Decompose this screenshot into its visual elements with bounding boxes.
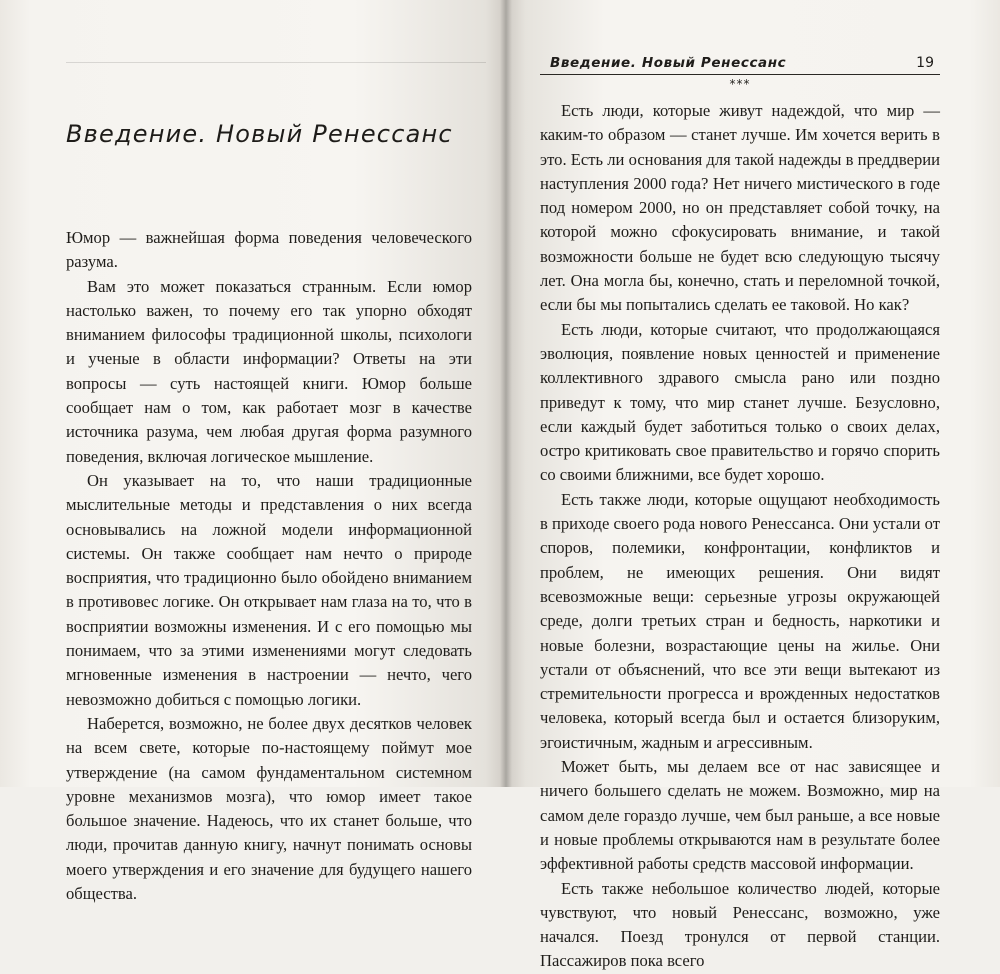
left-page-body xyxy=(66,226,472,906)
paragraph: Может быть, мы делаем все от нас зависящее и ничего большего сделать не можем. Возможно, мир на самом деле гораздо лучше, чем был раньше, а все новые и новые проблемы открываются нам в результате более эффективной работы средств массовой информации. xyxy=(540,757,940,874)
bleed-through-header xyxy=(66,40,486,63)
paragraph: Есть люди, которые считают, что продолжающаяся эволюция, появление новых ценностей и применение коллективного здравого смысла рано или поздно приведут к тому, что мир станет лучше. Безусловно, если каждый будет заботиться только о своих делах, остро критиковать свое правительство и горячо спорить со своими ближними, все будет хорошо. xyxy=(540,319,940,485)
paragraph: Наберется, возможно, не более двух десятков человек на всем свете, которые по-настоящему поймут мое утверждение (на самом фундаментальном системном уровне механизмов мозга), что юмор имеет такое большое значение. Надеюсь, что их станет больше, что люди, прочитав данную книгу, начнут понимать основы моего утверждения и его значение для будущего нашего общества. xyxy=(66,713,472,904)
running-head xyxy=(540,52,940,75)
running-head-title: Введение. Новый Ренессанс xyxy=(550,55,787,71)
book-gutter xyxy=(500,0,512,787)
right-page-body xyxy=(540,99,940,974)
left-page xyxy=(0,0,506,904)
section-separator: *** xyxy=(729,77,751,91)
paragraph: Юмор — важнейшая форма поведения человеческого разума. xyxy=(66,228,472,272)
paragraph: Вам это может показаться странным. Если юмор настолько важен, то почему его так упорно обходят вниманием философы традиционной школы, психологи и ученые в области информации? Ответы на эти вопросы — суть настоящей книги. Юмор больше сообщает нам о том, как работает мозг в качестве источника разума, чем любая другая форма разумного поведения, включая логическое мышление. xyxy=(66,276,472,466)
chapter-title: Введение. Новый Ренессанс xyxy=(66,120,453,148)
paragraph: Есть люди, которые живут надеждой, что мир — каким-то образом — станет лучше. Им хочется верить в это. Есть ли основания для такой надежды в преддверии наступления 2000 года? Нет ничего мистического в годе под номером 2000, но он представляет собой точку, на которой можно сфокусировать внимание, и такой возможности больше не будет всю следующую тысячу лет. Она могла бы, конечно, стать и переломной точкой, если бы мы попытались сделать ее таковой. Но как? xyxy=(540,101,940,315)
paragraph: Есть также небольшое количество людей, которые чувствуют, что новый Ренессанс, возможно, уже начался. Поезд тронулся от первой станции. Пассажиров пока всего xyxy=(540,878,940,971)
paragraph: Есть также люди, которые ощущают необходимость в приходе своего рода нового Ренессанса. Они устали от споров, полемики, конфронтации, конфликтов и проблем, не имеющих решения. Они видят всевозможные вещи: серьезные угрозы окружающей среде, долги третьих стран и бедность, наркотики и новые болезни, возрастающие цены на жилье. Они устали от объяснений, что все эти вещи вытекают из стремительности прогресса и врожденных недостатков человека, который всегда был и остается близоруким, эгоистичным, жадным и агрессивным. xyxy=(540,489,940,752)
page-number: 19 xyxy=(916,55,934,71)
paragraph: Он указывает на то, что наши традиционные мыслительные методы и представления о них всегда основывались на ложной модели информационной системы. Он также сообщает нам нечто о природе восприятия, что традиционно было обойдено вниманием в противовес логике. Он открывает нам глаза на то, что в восприятии возможны изменения. И с его помощью мы понимаем, что за этими изменениями могут следовать мгновенные изменения в настроении — нечто, чего невозможно добиться с помощью логики. xyxy=(66,470,472,709)
